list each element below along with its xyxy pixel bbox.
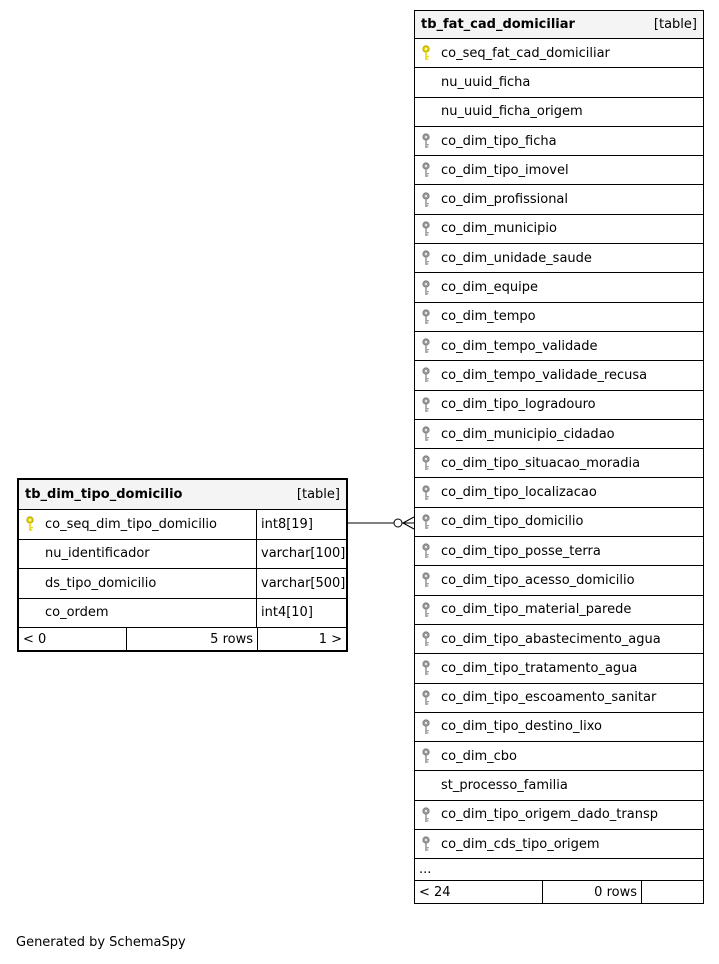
column-name: nu_uuid_ficha (441, 74, 531, 90)
crows-foot-icon (403, 517, 414, 523)
foreign-key-icon (421, 449, 437, 477)
column-name-cell (19, 540, 256, 569)
foreign-key-icon (421, 801, 437, 829)
column-name-cell (415, 332, 703, 360)
column-name: co_dim_tipo_material_parede (441, 602, 632, 618)
column-row[interactable] (415, 39, 703, 68)
column-row[interactable] (415, 156, 703, 185)
column-name: co_dim_profissional (441, 192, 569, 208)
foreign-key-icon (421, 742, 437, 770)
column-name: co_seq_dim_tipo_domicilio (45, 516, 217, 532)
table-footer (415, 881, 703, 903)
column-row[interactable] (415, 98, 703, 127)
column-name: co_dim_tipo_imovel (441, 162, 569, 178)
column-name-cell (415, 244, 703, 272)
column-name: co_dim_tipo_tratamento_agua (441, 660, 638, 676)
table-name: tb_fat_cad_domiciliar (421, 17, 575, 32)
column-row[interactable] (415, 391, 703, 420)
column-row[interactable] (415, 185, 703, 214)
column-name: co_dim_tipo_ficha (441, 133, 557, 149)
column-name: co_dim_tipo_posse_terra (441, 543, 601, 559)
foreign-key-icon (421, 713, 437, 741)
column-name: co_dim_tipo_domicilio (441, 514, 584, 530)
column-row[interactable] (415, 449, 703, 478)
column-name-cell (415, 596, 703, 624)
column-row[interactable] (415, 771, 703, 800)
column-type: int4[10] (256, 599, 346, 628)
column-name: st_processo_familia (441, 778, 568, 794)
foreign-key-icon (421, 391, 437, 419)
column-name-cell (415, 771, 703, 799)
column-name-cell (415, 654, 703, 682)
column-row[interactable] (19, 599, 346, 629)
foreign-key-icon (421, 420, 437, 448)
column-name-cell (415, 303, 703, 331)
column-name-cell (415, 713, 703, 741)
foreign-key-icon (421, 566, 437, 594)
table-header (415, 11, 703, 39)
column-row[interactable] (415, 361, 703, 390)
column-name-cell (415, 684, 703, 712)
foreign-key-icon (421, 185, 437, 213)
column-row[interactable] (415, 742, 703, 771)
column-name-cell (415, 742, 703, 770)
column-name: co_dim_tipo_acesso_domicilio (441, 572, 635, 588)
column-name: nu_identificador (45, 546, 150, 562)
column-row[interactable] (415, 303, 703, 332)
table-kind-label: [table] (296, 487, 340, 502)
column-row[interactable] (415, 508, 703, 537)
column-name: co_dim_cbo (441, 748, 517, 764)
column-type: int8[19] (256, 510, 346, 539)
column-name-cell (415, 98, 703, 126)
footer-parents-count: < 0 (19, 628, 127, 650)
column-row[interactable] (415, 654, 703, 683)
table-footer (19, 628, 346, 650)
more-columns-ellipsis: ... (415, 859, 703, 881)
table-tb-dim-tipo-domicilio[interactable] (17, 478, 348, 652)
foreign-key-icon (421, 156, 437, 184)
column-name-cell (415, 361, 703, 389)
column-row[interactable] (415, 215, 703, 244)
primary-key-icon (25, 510, 41, 539)
foreign-key-icon (421, 215, 437, 243)
column-row[interactable] (415, 625, 703, 654)
column-name: co_dim_municipio (441, 221, 557, 237)
column-name-cell (19, 510, 256, 539)
column-type: varchar[500] (256, 569, 346, 598)
column-name: co_dim_tipo_destino_lixo (441, 719, 602, 735)
column-name: nu_uuid_ficha_origem (441, 104, 583, 120)
column-name: co_dim_equipe (441, 280, 538, 296)
footer-parents-count: < 24 (415, 881, 543, 903)
column-name-cell (415, 156, 703, 184)
column-row[interactable] (19, 540, 346, 570)
foreign-key-icon (421, 654, 437, 682)
column-name: co_dim_municipio_cidadao (441, 426, 615, 442)
column-name-cell (415, 185, 703, 213)
footer-children-count (642, 881, 703, 903)
column-name-cell (19, 599, 256, 628)
footer-row-count: 0 rows (543, 881, 642, 903)
column-name-cell (415, 537, 703, 565)
column-row[interactable] (415, 596, 703, 625)
table-tb-fat-cad-domiciliar[interactable] (414, 10, 704, 904)
column-name: co_seq_fat_cad_domiciliar (441, 45, 610, 61)
footer-row-count: 5 rows (127, 628, 258, 650)
column-row[interactable] (19, 510, 346, 540)
column-name: co_dim_tempo (441, 309, 536, 325)
column-name-cell (415, 449, 703, 477)
zero-cardinality-icon (394, 519, 402, 527)
column-name-cell (415, 478, 703, 506)
column-row[interactable] (415, 684, 703, 713)
column-name-cell (415, 215, 703, 243)
column-row[interactable] (415, 420, 703, 449)
column-name-cell (415, 625, 703, 653)
foreign-key-icon (421, 596, 437, 624)
column-name: ds_tipo_domicilio (45, 575, 157, 591)
foreign-key-icon (421, 303, 437, 331)
table-name: tb_dim_tipo_domicilio (25, 487, 183, 502)
column-name: co_dim_tipo_localizacao (441, 485, 597, 501)
column-row[interactable] (415, 332, 703, 361)
column-name-cell (415, 68, 703, 96)
column-name-cell (19, 569, 256, 598)
primary-key-icon (421, 39, 437, 67)
column-row[interactable] (415, 478, 703, 507)
column-name: co_ordem (45, 605, 109, 621)
column-row[interactable] (415, 713, 703, 742)
column-row[interactable] (415, 127, 703, 156)
column-row[interactable] (415, 68, 703, 97)
foreign-key-icon (421, 478, 437, 506)
foreign-key-icon (421, 332, 437, 360)
foreign-key-icon (421, 625, 437, 653)
foreign-key-icon (421, 684, 437, 712)
column-type: varchar[100] (256, 540, 346, 569)
column-name-cell (415, 391, 703, 419)
column-name-cell (415, 830, 703, 858)
generated-by-label: Generated by SchemaSpy (16, 935, 186, 950)
column-name-cell (415, 273, 703, 301)
foreign-key-icon (421, 127, 437, 155)
column-name: co_dim_cds_tipo_origem (441, 836, 600, 852)
column-name-cell (415, 566, 703, 594)
column-row[interactable] (415, 830, 703, 859)
column-name-cell (415, 39, 703, 67)
foreign-key-icon (421, 244, 437, 272)
column-name-cell (415, 420, 703, 448)
footer-children-count: 1 > (318, 631, 342, 647)
column-row[interactable] (19, 569, 346, 599)
column-name: co_dim_tipo_logradouro (441, 397, 596, 413)
column-row[interactable] (415, 244, 703, 273)
column-name: co_dim_unidade_saude (441, 250, 592, 266)
foreign-key-icon (421, 830, 437, 858)
column-name: co_dim_tempo_validade_recusa (441, 367, 648, 383)
column-name: co_dim_tipo_escoamento_sanitar (441, 690, 657, 706)
column-row[interactable] (415, 537, 703, 566)
column-row[interactable] (415, 566, 703, 595)
foreign-key-icon (421, 508, 437, 536)
column-name: co_dim_tipo_abastecimento_agua (441, 631, 661, 647)
column-name: co_dim_tempo_validade (441, 338, 598, 354)
foreign-key-icon (421, 273, 437, 301)
column-name: co_dim_tipo_situacao_moradia (441, 455, 641, 471)
foreign-key-icon (421, 361, 437, 389)
table-header (19, 480, 346, 510)
foreign-key-icon (421, 537, 437, 565)
column-row[interactable] (415, 273, 703, 302)
column-name-cell (415, 801, 703, 829)
column-name: co_dim_tipo_origem_dado_transp (441, 807, 658, 823)
column-row[interactable] (415, 801, 703, 830)
table-kind-label: [table] (653, 17, 697, 32)
column-name-cell (415, 127, 703, 155)
column-name-cell (415, 508, 703, 536)
